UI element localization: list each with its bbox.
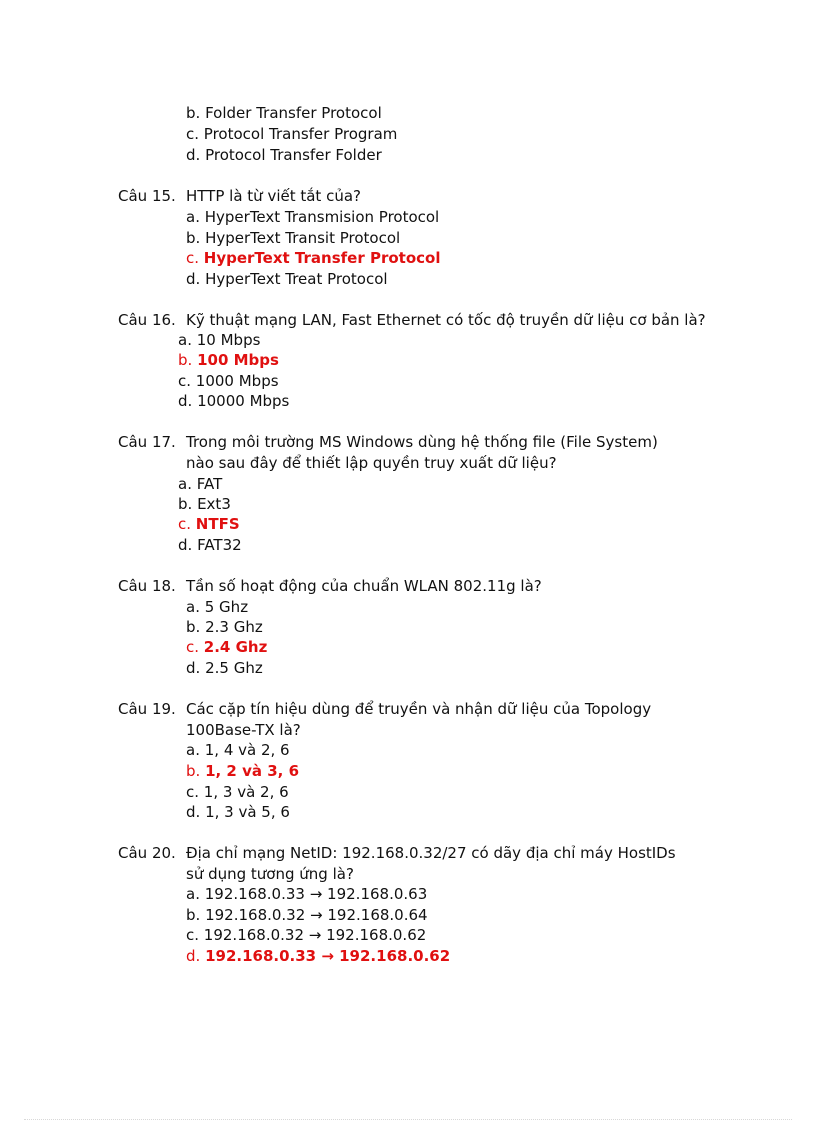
- option-c: [186, 782, 289, 802]
- option-letter: a.: [186, 741, 200, 759]
- option-letter: b.: [186, 906, 201, 924]
- question-15: [118, 186, 361, 206]
- option-text: 1, 3 và 5, 6: [205, 803, 290, 821]
- option-letter: c.: [186, 783, 200, 801]
- question-text: Kỹ thuật mạng LAN, Fast Ethernet có tốc độ truyền dữ liệu cơ bản là?: [186, 311, 706, 329]
- option-d: [186, 269, 388, 289]
- option-d: [178, 535, 242, 555]
- option-text: Ext3: [197, 495, 231, 513]
- option-text: HyperText Transit Protocol: [205, 229, 401, 247]
- question-text: Trong môi trường MS Windows dùng hệ thống file (File System) nào sau đây để thiết lập quyền truy xuất dữ liệu?: [186, 433, 658, 472]
- option-letter: b.: [178, 351, 193, 369]
- option-a: [186, 597, 248, 617]
- option-text: Protocol Transfer Folder: [205, 146, 382, 164]
- question-20: [118, 843, 676, 883]
- option-text: 1, 3 và 2, 6: [203, 783, 289, 801]
- option-text: 1, 4 và 2, 6: [204, 741, 290, 759]
- question-label: Câu 20.: [118, 844, 176, 862]
- option-c: [186, 925, 426, 945]
- option-d: [186, 658, 263, 678]
- option-text: 100 Mbps: [197, 351, 279, 369]
- option-letter: d.: [186, 270, 201, 288]
- option-letter: c.: [178, 372, 192, 390]
- question-17: [118, 432, 658, 472]
- option-d: [186, 802, 290, 822]
- option-letter: b.: [186, 229, 201, 247]
- option-letter: c.: [186, 125, 200, 143]
- option-letter: a.: [186, 885, 200, 903]
- question-label: Câu 15.: [118, 187, 176, 205]
- option-text: 1000 Mbps: [195, 372, 279, 390]
- option-b: [186, 617, 263, 637]
- option-text: Protocol Transfer Program: [203, 125, 398, 143]
- option-a: [186, 207, 439, 227]
- option-text: Folder Transfer Protocol: [205, 104, 382, 122]
- option-letter: a.: [178, 331, 192, 349]
- option-b: [186, 905, 428, 925]
- option-letter: a.: [186, 598, 200, 616]
- option-c: [186, 124, 397, 144]
- page-bottom-divider: [24, 1119, 792, 1120]
- option-text: 2.5 Ghz: [205, 659, 263, 677]
- option-text: 5 Ghz: [204, 598, 249, 616]
- option-letter: b.: [186, 762, 201, 780]
- option-text: 10 Mbps: [196, 331, 261, 349]
- question-text: HTTP là từ viết tắt của?: [186, 187, 361, 205]
- question-text: Tần số hoạt động của chuẩn WLAN 802.11g là?: [186, 577, 542, 595]
- answer-option-c: [178, 514, 240, 534]
- option-text: HyperText Transfer Protocol: [203, 249, 441, 267]
- option-letter: c.: [186, 926, 200, 944]
- option-b: [186, 103, 382, 123]
- option-text: 192.168.0.32 → 192.168.0.62: [203, 926, 427, 944]
- question-text: Địa chỉ mạng NetID: 192.168.0.32/27 có dãy địa chỉ máy HostIDs sử dụng tương ứng là?: [186, 844, 676, 883]
- option-text: 192.168.0.33 → 192.168.0.62: [205, 947, 451, 965]
- option-text: FAT: [196, 475, 223, 493]
- option-letter: b.: [186, 618, 201, 636]
- option-a: [186, 884, 427, 904]
- option-text: 1, 2 và 3, 6: [205, 762, 300, 780]
- option-text: 192.168.0.33 → 192.168.0.63: [204, 885, 428, 903]
- question-16: [118, 310, 706, 330]
- option-letter: d.: [186, 146, 201, 164]
- option-b: [178, 494, 231, 514]
- option-a: [186, 740, 290, 760]
- option-a: [178, 330, 260, 350]
- option-text: NTFS: [195, 515, 240, 533]
- option-letter: c.: [186, 249, 200, 267]
- option-b: [186, 228, 400, 248]
- answer-option-c: [186, 637, 267, 657]
- option-a: [178, 474, 222, 494]
- question-label: Câu 18.: [118, 577, 176, 595]
- option-text: HyperText Treat Protocol: [205, 270, 388, 288]
- option-c: [178, 371, 279, 391]
- option-text: HyperText Transmision Protocol: [204, 208, 440, 226]
- answer-option-b: [186, 761, 299, 781]
- question-19: [118, 699, 652, 739]
- option-text: 10000 Mbps: [197, 392, 290, 410]
- option-text: FAT32: [197, 536, 242, 554]
- option-letter: d.: [186, 947, 201, 965]
- option-letter: c.: [186, 638, 200, 656]
- option-letter: b.: [186, 104, 201, 122]
- question-18: [118, 576, 542, 596]
- answer-option-b: [178, 350, 279, 370]
- question-label: Câu 19.: [118, 700, 176, 718]
- option-letter: b.: [178, 495, 193, 513]
- option-letter: d.: [178, 392, 193, 410]
- option-letter: a.: [186, 208, 200, 226]
- option-d: [178, 391, 289, 411]
- option-text: 2.3 Ghz: [205, 618, 263, 636]
- option-letter: d.: [178, 536, 193, 554]
- option-letter: d.: [186, 659, 201, 677]
- answer-option-d: [186, 946, 450, 966]
- option-letter: c.: [178, 515, 192, 533]
- option-text: 2.4 Ghz: [203, 638, 268, 656]
- option-text: 192.168.0.32 → 192.168.0.64: [205, 906, 428, 924]
- option-d: [186, 145, 382, 165]
- option-letter: d.: [186, 803, 201, 821]
- answer-option-c: [186, 248, 440, 268]
- question-label: Câu 17.: [118, 433, 176, 451]
- question-text: Các cặp tín hiệu dùng để truyền và nhận dữ liệu của Topology 100Base-TX là?: [186, 700, 652, 739]
- question-label: Câu 16.: [118, 311, 176, 329]
- option-letter: a.: [178, 475, 192, 493]
